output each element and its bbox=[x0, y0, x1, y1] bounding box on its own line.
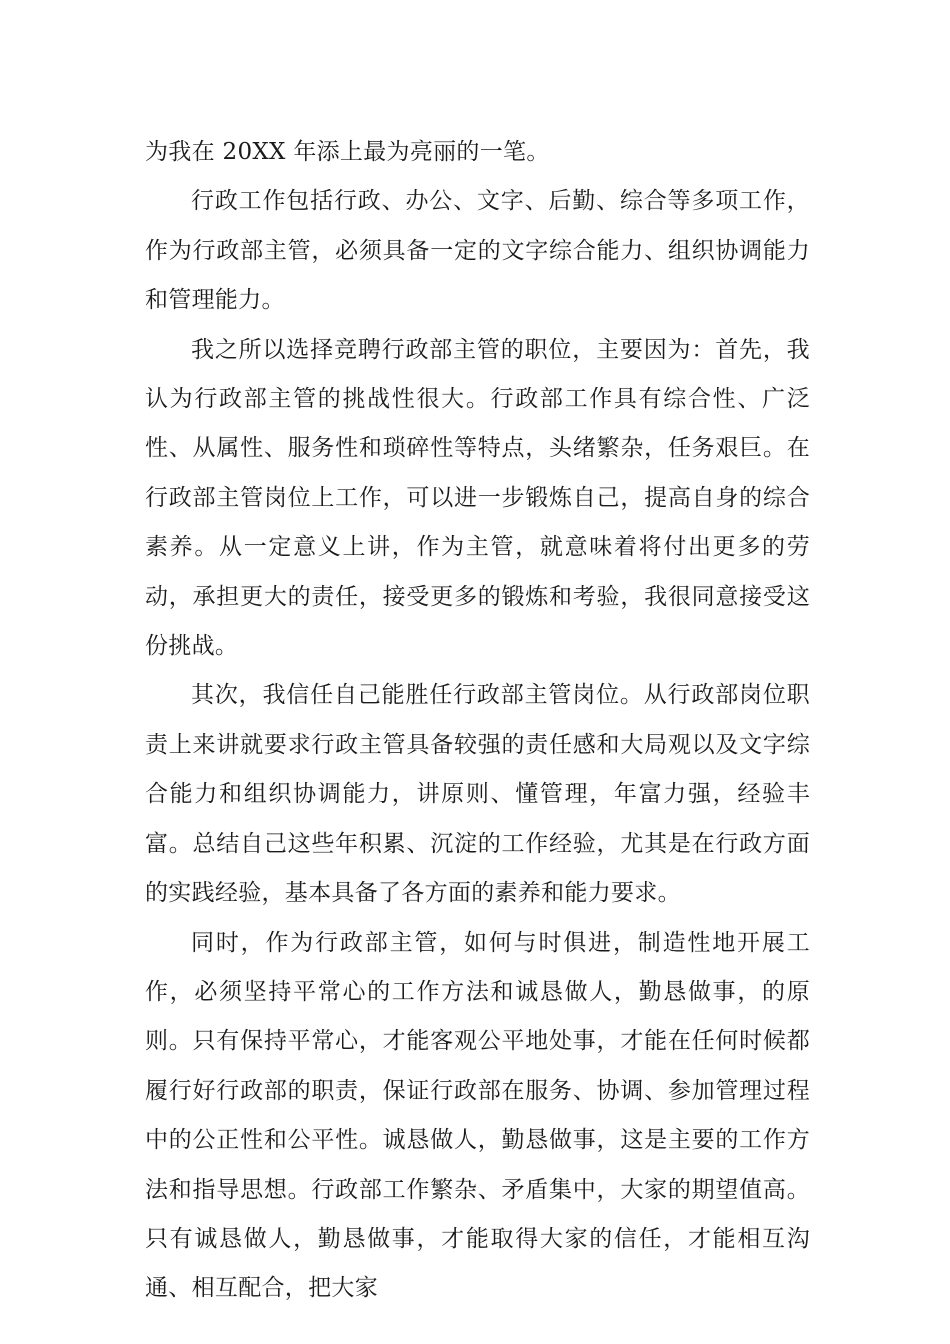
paragraph-3: 我之所以选择竞聘行政部主管的职位，主要因为：首先，我认为行政部主管的挑战性很大。行政部工作具有综合性、广泛性、从属性、服务性和琐碎性等特点，头绪繁杂，任务艰巨。在行政部主管岗位上工作，可以进一步锻炼自己，提高自身的综合素养。从一定意义上讲，作为主管，就意味着将付出更多的劳动，承担更大的责任，接受更多的锻炼和考验，我很同意接受这份挑战。 bbox=[145, 336, 810, 660]
paragraph-5: 同时，作为行政部主管，如何与时俱进，制造性地开展工作，必须坚持平常心的工作方法和诚恳做人，勤恳做事，的原则。只有保持平常心，才能客观公平地处事，才能在任何时候都履行好行政部的职责，保证行政部在服务、协调、参加管理过程中的公正性和公平性。诚恳做人，勤恳做事，这是主要的工作方法和指导思想。行政部工作繁杂、矛盾集中，大家的期望值高。只有诚恳做人，勤恳做事，才能取得大家的信任，才能相互沟通、相互配合，把大家 bbox=[145, 929, 810, 1302]
paragraph-1: 为我在 20XX 年添上最为亮丽的一笔。 bbox=[145, 139, 550, 165]
paragraph-4: 其次，我信任自己能胜任行政部主管岗位。从行政部岗位职责上来讲就要求行政主管具备较强的责任感和大局观以及文字综合能力和组织协调能力，讲原则、懂管理，年富力强，经验丰富。总结自己这些年积累、沉淀的工作经验，尤其是在行政方面的实践经验，基本具备了各方面的素养和能力要求。 bbox=[145, 682, 810, 907]
document-body bbox=[145, 128, 810, 1314]
paragraph-2: 行政工作包括行政、办公、文字、后勤、综合等多项工作，作为行政部主管，必须具备一定的文字综合能力、组织协调能力和管理能力。 bbox=[145, 188, 810, 314]
